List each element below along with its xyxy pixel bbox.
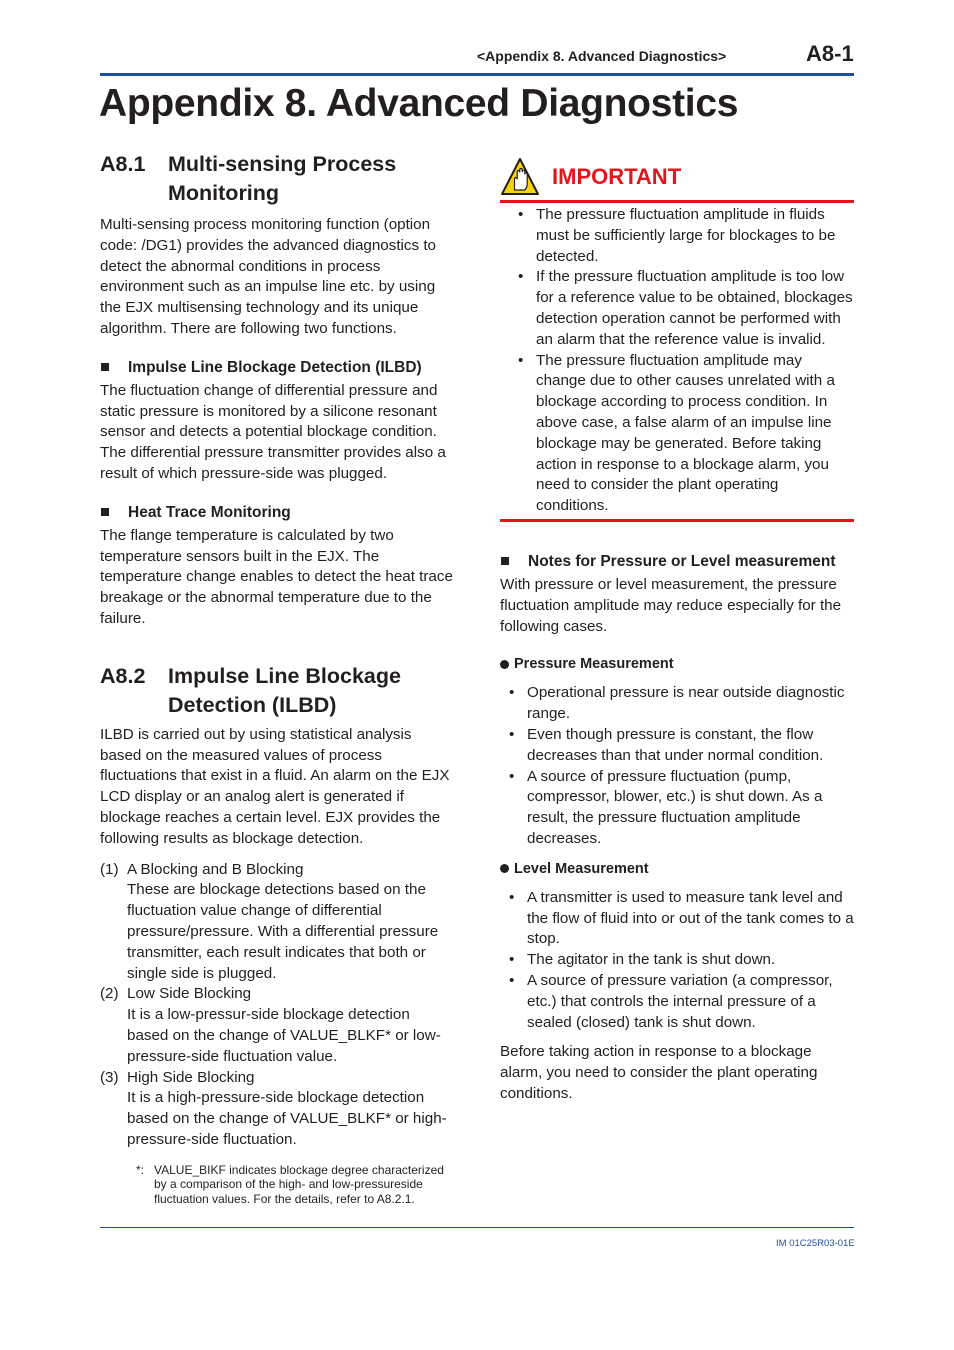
footnote-text: VALUE_BIKF indicates blockage degree characterized by a comparison of the high- and low-pressureside fluctuation values. For the details, refer to A8.2.1. (154, 1162, 444, 1206)
important-top-rule (500, 200, 854, 203)
footnote (136, 1163, 455, 1207)
list-item: • The pressure fluctuation amplitude may change due to other causes unrelated with a blockage according to process condition. In above case, a false alarm of an impulse line blockage may be generated. Before taking action in response to a blockage alarm, you need to consider the plant operating conditions. (500, 351, 854, 517)
document-code: IM 01C25R03-01E (776, 1238, 855, 1249)
list-item: • The pressure fluctuation amplitude in fluids must be sufficiently large for blockages to be detected. (500, 205, 854, 267)
list-item: • A source of pressure variation (a compressor, etc.) that controls the internal pressure of a sealed (closed) tank is shut down. (500, 971, 854, 1033)
list-item: (1) A Blocking and B Blocking These are blockage detections based on the fluctuation value change of differential pressure/pressure. With a differential pressure transmitter, each result indicates that both or single side is plugged. (100, 860, 439, 982)
running-header: <Appendix 8. Advanced Diagnostics> (477, 48, 727, 64)
a81-intro: Multi-sensing process monitoring function (option code: /DG1) provides the advanced diagnostics to detect the abnormal conditions in process environment such as an impulse line etc. by using the EJX multisensing technology and its unique algorithm. There are following two functions. (100, 216, 437, 337)
important-header (500, 155, 854, 199)
subheading-notes (500, 551, 854, 572)
page-number: A8-1 (806, 41, 854, 66)
warning-hand-icon (500, 157, 540, 197)
blocking-list (100, 860, 455, 1151)
round-bullet-icon (500, 660, 509, 669)
section-number: A8.1 (100, 152, 146, 176)
page-title: Appendix 8. Advanced Diagnostics (99, 82, 739, 125)
section-heading-a82 (100, 662, 455, 720)
section-number: A8.2 (100, 663, 146, 688)
important-list (500, 205, 854, 517)
section-title: Impulse Line Blockage Detection (ILBD) (168, 663, 401, 717)
notes-closing: Before taking action in response to a blockage alarm, you need to consider the plant operating conditions. (500, 1043, 818, 1102)
list-item: • A transmitter is used to measure tank level and the flow of fluid into or out of the tank comes to a stop. (500, 888, 854, 950)
list-item: • If the pressure fluctuation amplitude is too low for a reference value to be obtained, blockages detection operation cannot be performed with an alarm that the reference value is invalid. (500, 267, 854, 350)
subheading-text: Heat Trace Monitoring (128, 503, 291, 521)
pressure-list (500, 683, 854, 849)
header-rule (100, 73, 854, 76)
notes-intro: With pressure or level measurement, the pressure fluctuation amplitude may reduce especially for the following cases. (500, 575, 842, 635)
important-label: IMPORTANT (552, 163, 682, 189)
list-item: • Operational pressure is near outside diagnostic range. (500, 683, 854, 725)
level-measurement-heading: Level Measurement (500, 859, 854, 879)
subheading-text: Impulse Line Blockage Detection (ILBD) (128, 358, 422, 376)
a82-intro: ILBD is carried out by using statistical analysis based on the measured values of process fluctuations that exist in a fluid. An alarm on the EJX LCD display or an analog alert is generated if blockage reaches a certain level. EJX provides the following results as blockage detection. (100, 725, 450, 847)
ilbd-description: The fluctuation change of differential pressure and static pressure is monitored by a silicone resonant sensor and detects a potential blockage condition. The differential pressure transmitter provides also a result of which pressure-side was plugged. (100, 381, 446, 482)
heat-trace-description: The flange temperature is calculated by two temperature sensors built in the EJX. The temperature change enables to detect the heat trace breakage or the abnormal temperature due to the failure. (100, 526, 453, 627)
important-bottom-rule (500, 519, 854, 522)
list-item: • A source of pressure fluctuation (pump, compressor, blower, etc.) is shut down. As a result, the pressure fluctuation amplitude decreases. (500, 767, 854, 850)
right-column (500, 155, 854, 1105)
subheading-ilbd (100, 357, 455, 378)
section-heading-a81 (100, 150, 455, 208)
section-title: Multi-sensing Process Monitoring (168, 152, 397, 205)
footer-rule (100, 1227, 854, 1228)
subheading-text: Notes for Pressure or Level measurement (528, 552, 836, 570)
left-column (100, 150, 455, 1206)
level-list (500, 888, 854, 1034)
pressure-measurement-heading: Pressure Measurement (500, 654, 854, 674)
list-item: • The agitator in the tank is shut down. (500, 950, 854, 971)
square-bullet-icon (101, 508, 109, 516)
square-bullet-icon (101, 363, 109, 371)
square-bullet-icon (501, 557, 509, 565)
list-item: (2) Low Side Blocking It is a low-pressur-side blockage detection based on the change of VALUE_BLKF* or low-pressure-side fluctuation value. (100, 985, 441, 1065)
list-item: (3) High Side Blocking It is a high-pressure-side blockage detection based on the change of VALUE_BLKF* or high-pressure-side fluctuation. (100, 1068, 447, 1148)
list-item: • Even though pressure is constant, the flow decreases than that under normal condition. (500, 725, 854, 767)
round-bullet-icon (500, 864, 509, 873)
subheading-heat-trace (100, 502, 455, 523)
footnote-mark: *: (136, 1162, 145, 1177)
